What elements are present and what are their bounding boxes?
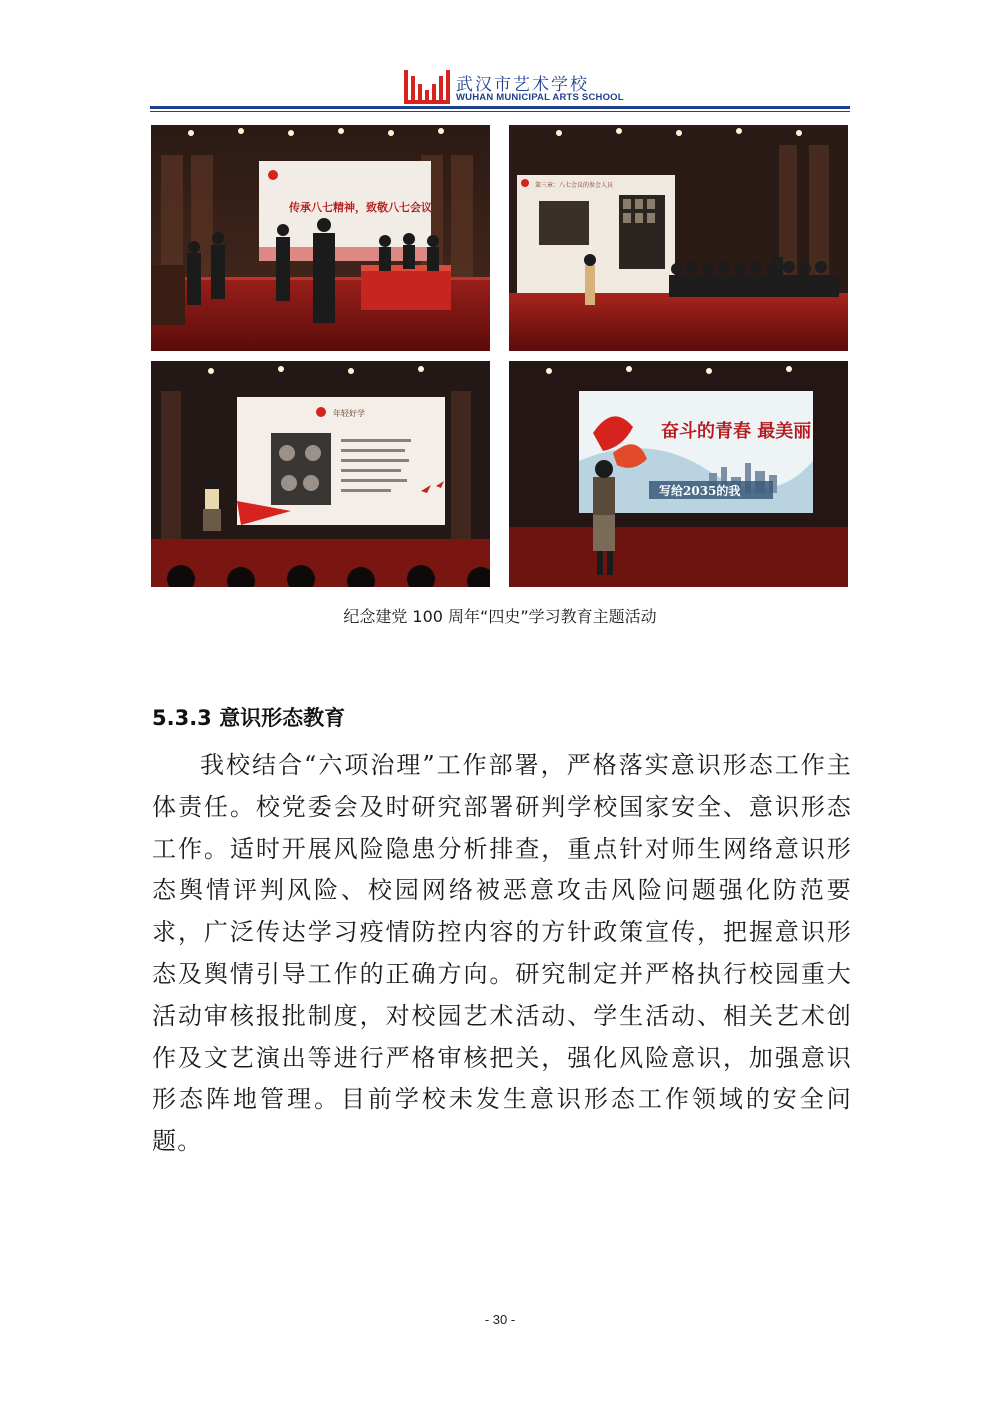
section-number: 5.3.3 — [152, 706, 212, 730]
section-title: 意识形态教育 — [219, 706, 346, 730]
page-header — [150, 66, 850, 112]
event-photo-presentation — [509, 125, 848, 351]
event-photo-stage-play — [151, 125, 490, 351]
photo4-screen-title: 奋斗的青春 最美丽 — [661, 421, 812, 442]
section-paragraph: 我校结合“六项治理”工作部署，严格落实意识形态工作主体责任。校党委会及时研究部署研判学校国家安全、意识形态工作。适时开展风险隐患分析排查，重点针对师生网络意识形态舆情评判风险、校园网络被恶意攻击风险问题强化防范要求，广泛传达学习疫情防控内容的方针政策宣传，把握意识形态及舆情引导工作的正确方向。研究制定并严格执行校园重大活动审核报批制度，对校园艺术活动、学生活动、相关艺术创作及文艺演出等进行严格审核把关，强化风险意识，加强意识形态阵地管理。目前学校未发生意识形态工作领域的安全问题。 — [152, 751, 852, 1156]
photo1-screen-title: 传承八七精神，致敬八七会议 — [289, 201, 432, 214]
header-rule-thick — [150, 106, 850, 109]
photo-caption: 纪念建党 100 周年“四史”学习教育主题活动 — [343, 607, 657, 626]
school-name-cn: 武汉市艺术学校 — [456, 75, 589, 95]
event-photo-history-slide — [151, 361, 490, 587]
school-logo-icon — [404, 70, 450, 104]
photo4-screen-subtitle: 写给2035的我 — [659, 484, 741, 498]
header-rule-thin — [150, 111, 850, 112]
photo2-screen-title: 第三章：八七会议的参会人员 — [535, 182, 614, 189]
section-heading — [152, 702, 345, 732]
event-photo-youth-speech — [509, 361, 848, 587]
school-name-en: WUHAN MUNICIPAL ARTS SCHOOL — [456, 92, 624, 103]
page-number: - 30 - — [484, 1312, 516, 1327]
photo3-screen-title: 年轻好学 — [333, 409, 365, 418]
